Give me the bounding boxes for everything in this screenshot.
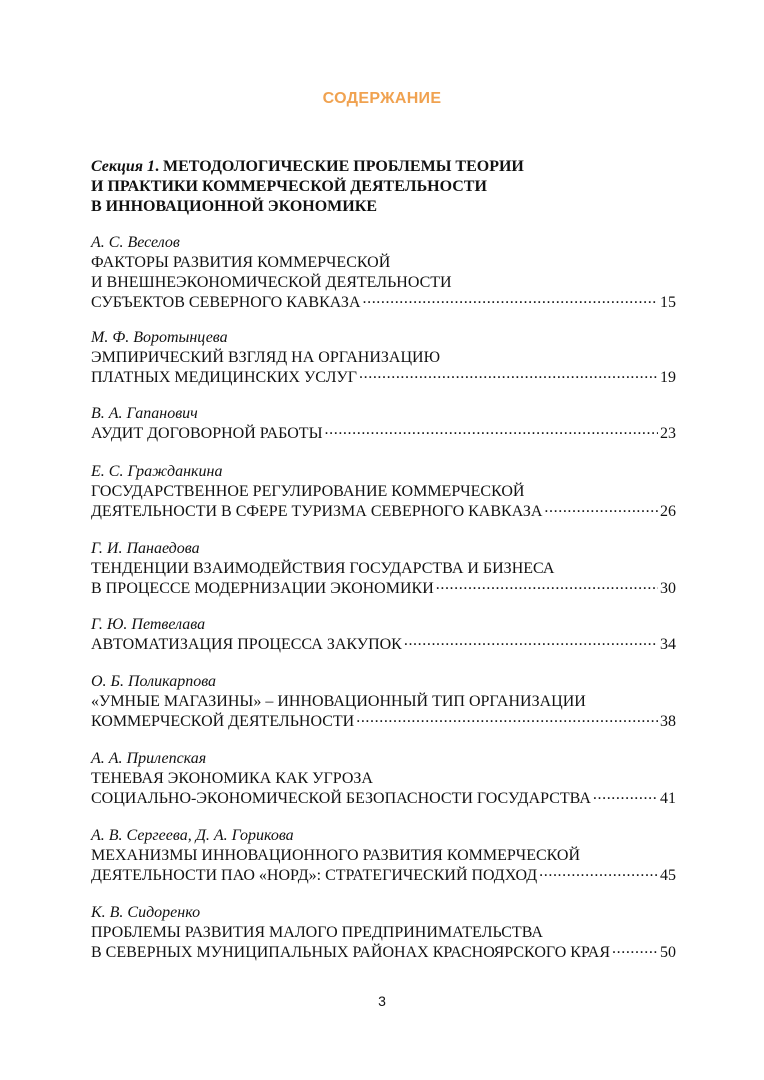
leader-dots bbox=[359, 368, 658, 382]
entry-page-number[interactable]: 15 bbox=[660, 294, 676, 311]
entry-author: К. В. Сидоренко bbox=[91, 904, 201, 921]
entry-page-number[interactable]: 45 bbox=[660, 867, 676, 884]
toc-entry[interactable] bbox=[91, 903, 676, 963]
section-title-part-3: В ИННОВАЦИОННОЙ ЭКОНОМИКЕ bbox=[91, 198, 377, 215]
entry-page-number[interactable]: 38 bbox=[660, 713, 676, 730]
entry-title-last-line bbox=[91, 712, 676, 732]
toc-entry[interactable] bbox=[91, 462, 676, 522]
entry-title-last-line bbox=[91, 424, 676, 444]
leader-dots bbox=[539, 866, 658, 880]
leader-dots bbox=[356, 712, 658, 726]
leader-dots bbox=[612, 943, 658, 957]
toc-entry[interactable] bbox=[91, 615, 676, 655]
toc-entry[interactable] bbox=[91, 404, 676, 444]
toc-entry[interactable] bbox=[91, 539, 676, 599]
entry-title-text: ДЕЯТЕЛЬНОСТИ ПАО «НОРД»: СТРАТЕГИЧЕСКИЙ ПОДХОД bbox=[91, 867, 538, 884]
entry-title-text: АВТОМАТИЗАЦИЯ ПРОЦЕССА ЗАКУПОК bbox=[91, 636, 402, 653]
section-title-part-1: МЕТОДОЛОГИЧЕСКИЕ ПРОБЛЕМЫ ТЕОРИИ bbox=[163, 158, 524, 175]
entry-page-number[interactable]: 26 bbox=[660, 503, 676, 520]
entry-title-line: ТЕНДЕНЦИИ ВЗАИМОДЕЙСТВИЯ ГОСУДАРСТВА И БИЗНЕСА bbox=[91, 560, 555, 577]
leader-dots bbox=[363, 293, 659, 307]
leader-dots bbox=[544, 502, 658, 516]
leader-dots bbox=[404, 635, 658, 649]
section-heading bbox=[91, 157, 681, 217]
entry-page-number[interactable]: 34 bbox=[660, 636, 676, 653]
entry-title-text: ПЛАТНЫХ МЕДИЦИНСКИХ УСЛУГ bbox=[91, 369, 358, 386]
entry-author: А. С. Веселов bbox=[91, 234, 180, 251]
entry-title-last-line bbox=[91, 943, 676, 963]
entry-title-last-line bbox=[91, 635, 676, 655]
entry-title-line: ТЕНЕВАЯ ЭКОНОМИКА КАК УГРОЗА bbox=[91, 770, 373, 787]
entry-title-text: АУДИТ ДОГОВОРНОЙ РАБОТЫ bbox=[91, 425, 323, 442]
entry-title-line: «УМНЫЕ МАГАЗИНЫ» – ИННОВАЦИОННЫЙ ТИП ОРГАНИЗАЦИИ bbox=[91, 693, 586, 710]
leader-dots bbox=[436, 579, 658, 593]
section-title-part-2: И ПРАКТИКИ КОММЕРЧЕСКОЙ ДЕЯТЕЛЬНОСТИ bbox=[91, 178, 487, 195]
toc-entry[interactable] bbox=[91, 233, 676, 313]
entry-author: А. В. Сергеева, Д. А. Горикова bbox=[91, 827, 294, 844]
entry-author: Г. Ю. Петвелава bbox=[91, 616, 206, 633]
entry-title-last-line bbox=[91, 866, 676, 886]
entry-page-number[interactable]: 23 bbox=[660, 425, 676, 442]
entry-title-line: ГОСУДАРСТВЕННОЕ РЕГУЛИРОВАНИЕ КОММЕРЧЕСКОЙ bbox=[91, 483, 525, 500]
entry-title-text: СУБЪЕКТОВ СЕВЕРНОГО КАВКАЗА bbox=[91, 294, 361, 311]
entry-page-number[interactable]: 41 bbox=[660, 790, 676, 807]
toc-entry[interactable] bbox=[91, 749, 676, 809]
entry-page-number[interactable]: 19 bbox=[660, 369, 676, 386]
section-separator: . bbox=[155, 158, 164, 175]
entry-author: В. А. Гапанович bbox=[91, 405, 198, 422]
entry-title-text: ДЕЯТЕЛЬНОСТИ В СФЕРЕ ТУРИЗМА СЕВЕРНОГО КАВКАЗА bbox=[91, 503, 543, 520]
entry-title-last-line bbox=[91, 368, 676, 388]
entry-title-text: КОММЕРЧЕСКОЙ ДЕЯТЕЛЬНОСТИ bbox=[91, 713, 355, 730]
entry-title-text: В ПРОЦЕССЕ МОДЕРНИЗАЦИИ ЭКОНОМИКИ bbox=[91, 580, 434, 597]
leader-dots bbox=[325, 424, 658, 438]
toc-entry[interactable] bbox=[91, 672, 676, 732]
footer-page-number: 3 bbox=[378, 993, 386, 1009]
entry-author: М. Ф. Воротынцева bbox=[91, 329, 228, 346]
entry-title-last-line bbox=[91, 789, 676, 809]
leader-dots bbox=[593, 789, 658, 803]
entry-page-number[interactable]: 30 bbox=[660, 580, 676, 597]
entry-title-last-line bbox=[91, 293, 676, 313]
entry-author: Г. И. Панаедова bbox=[91, 540, 200, 557]
toc-entry[interactable] bbox=[91, 328, 676, 388]
entry-title-text: В СЕВЕРНЫХ МУНИЦИПАЛЬНЫХ РАЙОНАХ КРАСНОЯРСКОГО КРАЯ bbox=[91, 944, 611, 961]
entry-author: Е. С. Гражданкина bbox=[91, 463, 223, 480]
entry-title-line: ЭМПИРИЧЕСКИЙ ВЗГЛЯД НА ОРГАНИЗАЦИЮ bbox=[91, 349, 441, 366]
entry-title-last-line bbox=[91, 502, 676, 522]
entry-author: О. Б. Поликарпова bbox=[91, 673, 217, 690]
toc-title: СОДЕРЖАНИЕ bbox=[322, 90, 442, 107]
entry-page-number[interactable]: 50 bbox=[660, 944, 676, 961]
entry-title-line: ПРОБЛЕМЫ РАЗВИТИЯ МАЛОГО ПРЕДПРИНИМАТЕЛЬСТВА bbox=[91, 924, 543, 941]
entry-author: А. А. Прилепская bbox=[91, 750, 207, 767]
entry-title-line: И ВНЕШНЕЭКОНОМИЧЕСКОЙ ДЕЯТЕЛЬНОСТИ bbox=[91, 274, 452, 291]
entry-title-line: МЕХАНИЗМЫ ИННОВАЦИОННОГО РАЗВИТИЯ КОММЕРЧЕСКОЙ bbox=[91, 847, 581, 864]
section-label: Секция 1 bbox=[91, 158, 156, 175]
section-heading-line-1 bbox=[91, 157, 681, 177]
entry-title-last-line bbox=[91, 579, 676, 599]
entry-title-text: СОЦИАЛЬНО-ЭКОНОМИЧЕСКОЙ БЕЗОПАСНОСТИ ГОСУДАРСТВА bbox=[91, 790, 591, 807]
entry-title-line: ФАКТОРЫ РАЗВИТИЯ КОММЕРЧЕСКОЙ bbox=[91, 254, 391, 271]
toc-entry[interactable] bbox=[91, 826, 676, 886]
